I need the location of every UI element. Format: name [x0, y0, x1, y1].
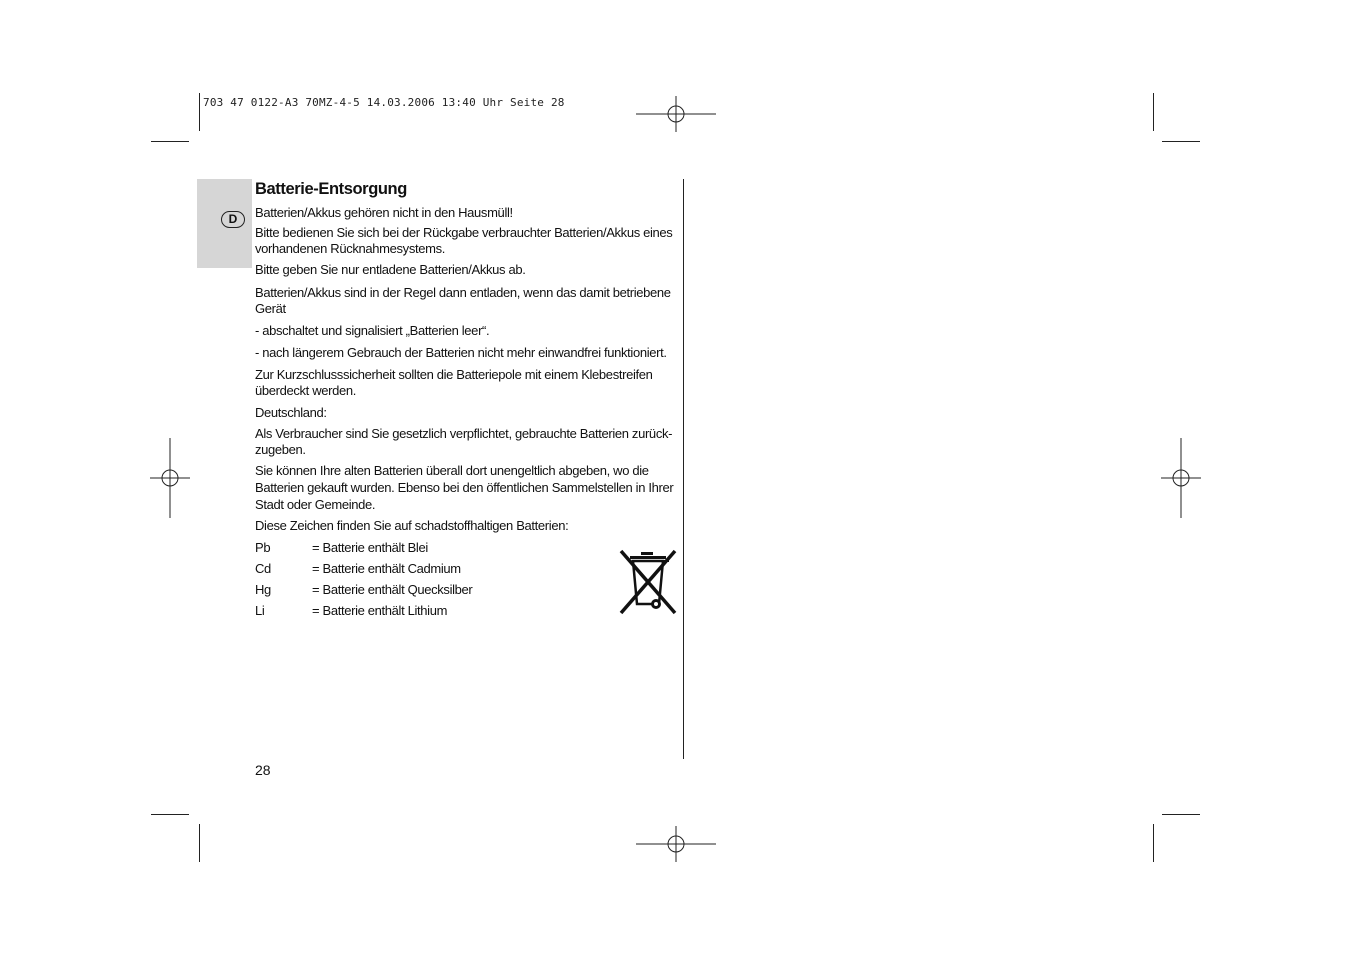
symbol-meaning: = Batterie enthält Quecksilber — [312, 582, 473, 597]
symbol-meaning: = Batterie enthält Lithium — [312, 603, 448, 618]
paragraph: Als Verbraucher sind Sie gesetzlich verpflichtet, gebrauchte Batterien zurück-zugeben. — [255, 426, 673, 457]
crop-mark — [151, 141, 189, 142]
paragraph: Zur Kurzschlusssicherheit sollten die Batteriepole mit einem Klebestreifen überdeckt werden. — [255, 367, 653, 398]
symbol-row — [255, 603, 679, 619]
symbol-code: Cd — [255, 561, 271, 576]
print-header: 703 47 0122-A3 70MZ-4-5 14.03.2006 13:40 Uhr Seite 28 — [203, 96, 565, 109]
symbol-meaning: = Batterie enthält Blei — [312, 540, 428, 555]
paragraph: Diese Zeichen finden Sie auf schadstoffhaltigen Batterien: — [255, 518, 569, 533]
registration-mark-right — [1141, 438, 1221, 518]
symbol-row — [255, 540, 679, 556]
registration-mark-left — [130, 438, 210, 518]
paragraph: Sie können Ihre alten Batterien überall dort unengeltlich abgeben, wo die Batterien gekauft wurden. Ebenso bei den öffentlichen Sammelstellen in Ihrer Stadt oder Gemeinde. — [255, 463, 674, 512]
crop-mark — [1153, 824, 1154, 862]
symbol-code: Hg — [255, 582, 271, 597]
section-title: Batterie-Entsorgung — [255, 180, 407, 198]
symbol-code: Pb — [255, 540, 271, 555]
crop-mark — [151, 814, 189, 815]
paragraph: Deutschland: — [255, 405, 327, 420]
crop-mark — [1153, 93, 1154, 131]
paragraph: Batterien/Akkus sind in der Regel dann entladen, wenn das damit betriebene Gerät — [255, 285, 671, 316]
crop-mark — [199, 824, 200, 862]
crossed-out-wheelie-bin-icon — [618, 548, 678, 616]
list-item: - abschaltet und signalisiert „Batterien leer“. — [255, 323, 490, 338]
symbol-row — [255, 582, 679, 598]
list-item: - nach längerem Gebrauch der Batterien nicht mehr einwandfrei funktioniert. — [255, 345, 667, 360]
paragraph: Bitte bedienen Sie sich bei der Rückgabe verbrauchter Batterien/Akkus eines vorhandenen Rücknahmesystems. — [255, 225, 673, 256]
paragraph: Bitte geben Sie nur entladene Batterien/Akkus ab. — [255, 262, 526, 277]
symbol-code: Li — [255, 603, 265, 618]
crop-mark — [1162, 141, 1200, 142]
page-number: 28 — [255, 762, 271, 778]
column-divider — [683, 179, 684, 759]
symbol-row — [255, 561, 679, 577]
symbol-meaning: = Batterie enthält Cadmium — [312, 561, 461, 576]
registration-mark-bottom — [636, 804, 716, 884]
paragraph: Batterien/Akkus gehören nicht in den Hausmüll! — [255, 205, 513, 220]
language-badge: D — [221, 211, 245, 228]
section-content — [255, 179, 679, 624]
registration-mark-top — [636, 74, 716, 154]
crop-mark — [199, 93, 200, 131]
crop-mark — [1162, 814, 1200, 815]
